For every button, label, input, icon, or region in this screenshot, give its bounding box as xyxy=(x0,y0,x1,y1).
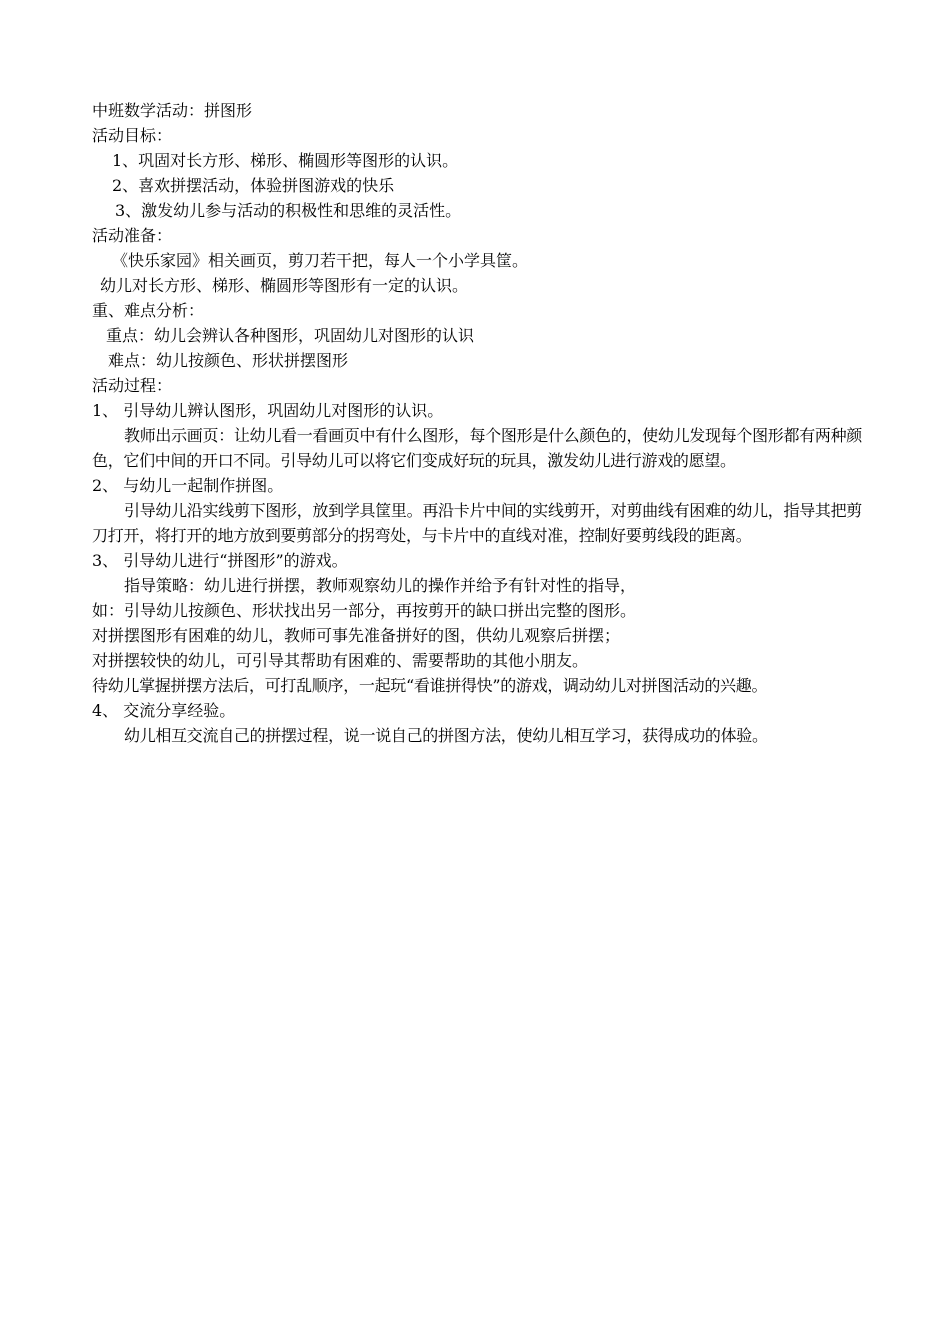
prep-item-2: 幼儿对长方形、梯形、椭圆形等图形有一定的认识。 xyxy=(100,276,469,295)
step3-closing: 待幼儿掌握拼摆方法后，可打乱顺序，一起玩“看谁拼得快”的游戏，调动幼儿对拼图活动的兴趣。 xyxy=(92,676,768,695)
process-heading: 活动过程： xyxy=(92,376,173,395)
prep-heading: 活动准备： xyxy=(92,226,173,245)
goals-heading: 活动目标： xyxy=(92,126,173,145)
step3-line-1: 如：引导幼儿按颜色、形状找出另一部分，再按剪开的缺口拼出完整的图形。 xyxy=(92,601,637,620)
prep-item-1: 《快乐家园》相关画页，剪刀若干把，每人一个小学具筐。 xyxy=(112,251,529,270)
step1-title: 1、 引导幼儿辨认图形，巩固幼儿对图形的认识。 xyxy=(92,401,444,420)
step4-body: 幼儿相互交流自己的拼摆过程，说一说自己的拼图方法，使幼儿相互学习，获得成功的体验。 xyxy=(124,726,768,745)
step4-title: 4、 交流分享经验。 xyxy=(92,701,236,720)
document-page xyxy=(92,98,862,748)
goal-item-2: 2、喜欢拼摆活动，体验拼图游戏的快乐 xyxy=(112,176,395,195)
goal-item-3: 3、激发幼儿参与活动的积极性和思维的灵活性。 xyxy=(115,201,462,220)
step3-strategy: 指导策略：幼儿进行拼摆，教师观察幼儿的操作并给予有针对性的指导， xyxy=(124,576,637,595)
step3-title: 3、 引导幼儿进行“拼图形”的游戏。 xyxy=(92,551,348,570)
key-heading: 重、难点分析： xyxy=(92,301,205,320)
key-point-1: 重点：幼儿会辨认各种图形，巩固幼儿对图形的认识 xyxy=(106,326,475,345)
step1-body: 教师出示画页：让幼儿看一看画页中有什么图形，每个图形是什么颜色的，使幼儿发现每个图形都有两种颜色，它们中间的开口不同。引导幼儿可以将它们变成好玩的玩具，激发幼儿进行游戏的愿望。 xyxy=(92,426,862,470)
step2-title: 2、 与幼儿一起制作拼图。 xyxy=(92,476,284,495)
step3-line-3: 对拼摆较快的幼儿，可引导其帮助有困难的、需要帮助的其他小朋友。 xyxy=(92,651,589,670)
step2-body: 引导幼儿沿实线剪下图形，放到学具筐里。再沿卡片中间的实线剪开，对剪曲线有困难的幼儿，指导其把剪刀打开，将打开的地方放到要剪部分的拐弯处，与卡片中的直线对准，控制好要剪线段的距离。 xyxy=(92,501,862,545)
step3-line-2: 对拼摆图形有困难的幼儿，教师可事先准备拼好的图，供幼儿观察后拼摆； xyxy=(92,626,621,645)
goal-item-1: 1、巩固对长方形、梯形、椭圆形等图形的认识。 xyxy=(112,151,459,170)
key-point-2: 难点：幼儿按颜色、形状拼摆图形 xyxy=(108,351,349,370)
doc-title: 中班数学活动：拼图形 xyxy=(92,101,253,120)
